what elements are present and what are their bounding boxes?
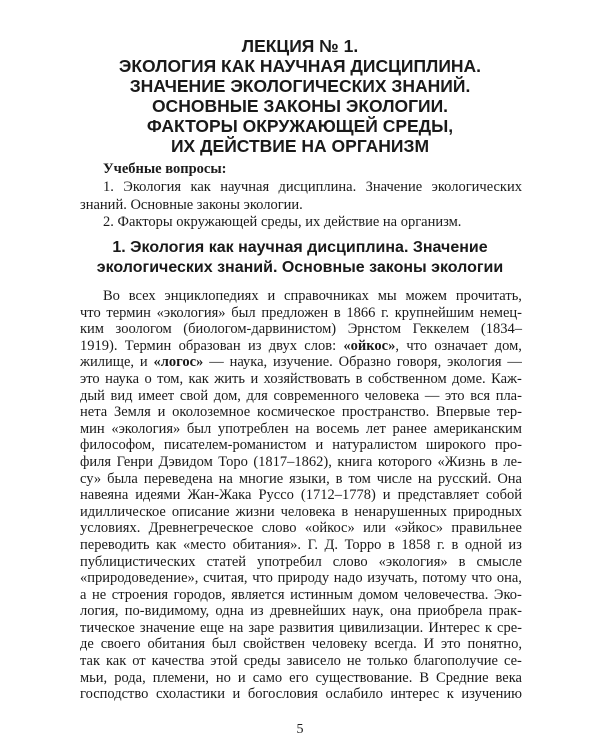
word: как xyxy=(156,536,177,553)
word: зависело xyxy=(286,653,341,670)
word: среды xyxy=(243,653,281,670)
word: благополучие xyxy=(413,653,498,670)
word: развития xyxy=(279,619,335,636)
word: истинным xyxy=(290,586,353,603)
word: но xyxy=(215,669,231,686)
word: слово xyxy=(332,553,368,570)
word: логия, xyxy=(80,603,119,620)
word: употреблен xyxy=(217,420,289,437)
word: Интерес xyxy=(428,619,480,636)
body-line xyxy=(80,653,522,670)
word: двух xyxy=(268,337,297,354)
word: как xyxy=(188,370,209,387)
word: была xyxy=(107,470,138,487)
word: был xyxy=(186,420,212,437)
word: изучать, xyxy=(367,570,418,587)
word: и xyxy=(315,437,324,454)
word: прочитать, xyxy=(455,288,522,304)
word: переводить xyxy=(80,536,150,553)
word: человечества. xyxy=(403,586,489,603)
word: ненарушенных xyxy=(354,503,448,520)
word: — xyxy=(507,354,522,371)
word: считая, xyxy=(203,570,248,587)
word: к xyxy=(484,619,492,636)
word: ранее xyxy=(392,420,427,437)
title-line: ЗНАЧЕНИЕ ЭКОЛОГИЧЕСКИХ ЗНАНИЙ. xyxy=(129,76,471,96)
word: 1919). xyxy=(80,337,118,354)
word: заре xyxy=(248,619,275,636)
word: употребил xyxy=(257,553,322,570)
word: широкого xyxy=(426,437,486,454)
word: «природоведение», xyxy=(80,570,199,587)
word: «место xyxy=(183,536,227,553)
word: в xyxy=(451,536,459,553)
word: немец- xyxy=(479,304,522,321)
word: американским xyxy=(433,420,522,437)
body-line xyxy=(80,338,522,355)
word: природу xyxy=(277,570,330,587)
word: в xyxy=(341,503,349,520)
word: г. xyxy=(436,536,445,553)
word: обитания». xyxy=(232,536,302,553)
word: Впервые xyxy=(436,404,491,421)
lecture-title xyxy=(0,36,600,156)
word: так xyxy=(80,653,100,670)
word: в xyxy=(491,453,498,470)
word: русский. xyxy=(438,470,492,487)
word: изучению xyxy=(461,686,522,703)
section-heading xyxy=(0,238,600,278)
word: что xyxy=(252,570,273,587)
word: древнейших xyxy=(269,603,346,620)
word: энциклопедиях xyxy=(164,288,259,304)
word: Генри xyxy=(116,453,154,470)
word: это xyxy=(444,387,465,404)
word: «экология» xyxy=(156,304,226,321)
questions-list xyxy=(80,179,522,232)
word: «эйкос» xyxy=(394,520,444,537)
word: Средние xyxy=(436,669,489,686)
body-line xyxy=(80,371,522,388)
word: и xyxy=(250,370,259,387)
word: на xyxy=(295,420,310,437)
word: 1858 xyxy=(401,536,431,553)
body-line xyxy=(80,620,522,637)
word: Жан-Жака xyxy=(187,487,252,504)
word: от xyxy=(132,653,146,670)
word: рода, xyxy=(114,669,146,686)
word: том xyxy=(348,470,371,487)
word: описание xyxy=(171,503,230,520)
word: вся xyxy=(470,387,491,404)
word: (1712–1778) xyxy=(300,487,376,504)
word: схоластики xyxy=(155,686,225,703)
word: является xyxy=(231,586,285,603)
word: или xyxy=(363,520,386,537)
word: тер- xyxy=(497,404,522,421)
body-line xyxy=(80,388,522,405)
body-line xyxy=(80,686,522,703)
word: Древнегреческое xyxy=(148,520,254,537)
word: сре- xyxy=(497,619,522,636)
word: по-видимому, xyxy=(124,603,210,620)
word: про- xyxy=(494,437,522,454)
section-heading-line: 1. Экология как научная дисциплина. Значение xyxy=(112,239,488,256)
word: не xyxy=(92,586,107,603)
word: в xyxy=(387,536,395,553)
word: тическое xyxy=(80,619,135,636)
word: — xyxy=(424,387,440,404)
word: Она xyxy=(497,470,522,487)
word: на xyxy=(417,470,433,487)
word: (1834– xyxy=(480,321,522,338)
word: нета xyxy=(80,404,108,421)
word: де xyxy=(80,636,94,653)
word: был xyxy=(211,636,237,653)
word: потому xyxy=(422,570,467,587)
word: В xyxy=(419,669,430,686)
word: говоря, xyxy=(396,354,442,371)
title-line: ЛЕКЦИЯ № 1. xyxy=(241,36,359,56)
word: пла- xyxy=(495,387,522,404)
word: Эрнстом xyxy=(347,321,402,338)
word: «ойкос» xyxy=(304,520,355,537)
word: собственном xyxy=(367,370,447,387)
word: означает xyxy=(434,337,488,354)
word: навеяна xyxy=(80,487,129,504)
word: изучение. xyxy=(273,354,333,371)
word: обитания xyxy=(147,636,205,653)
word: хозяйствовать xyxy=(263,370,351,387)
word: книга xyxy=(337,453,373,470)
body-line xyxy=(80,504,522,521)
body-line xyxy=(80,636,522,653)
body-line xyxy=(80,321,522,338)
word: мин xyxy=(80,420,105,437)
word: околоземное xyxy=(172,404,251,421)
word: термин xyxy=(106,304,151,321)
word: дом, xyxy=(494,337,522,354)
word: экология xyxy=(447,354,502,371)
word: и xyxy=(232,686,241,703)
word: свой xyxy=(179,387,209,404)
word: племени, xyxy=(152,669,209,686)
word: правильнее xyxy=(451,520,522,537)
word: (1817–1862), xyxy=(253,453,332,470)
word: из xyxy=(247,337,262,354)
word: всегда. xyxy=(374,636,417,653)
word: образован xyxy=(178,337,241,354)
word: предложен xyxy=(261,304,329,321)
word: мьи, xyxy=(80,669,108,686)
word: только xyxy=(367,653,408,670)
word: можем xyxy=(405,288,447,304)
word: на xyxy=(229,619,244,636)
word: (биологом-дарвинистом) xyxy=(183,321,337,338)
word: Дэвидом xyxy=(158,453,213,470)
word: ослабило xyxy=(325,686,383,703)
body-line xyxy=(80,305,522,322)
word: одна xyxy=(215,603,244,620)
word: лет xyxy=(365,420,386,437)
word: Во xyxy=(103,288,120,304)
word: Эко- xyxy=(493,586,522,603)
word: природных xyxy=(453,503,522,520)
word: о xyxy=(144,370,152,387)
word: «Жизнь xyxy=(437,453,486,470)
page-number: 5 xyxy=(296,722,304,737)
word: писателем-романистом xyxy=(163,437,307,454)
word: крупнейшим xyxy=(394,304,474,321)
word: слов: xyxy=(304,337,337,354)
word: Руссо xyxy=(258,487,294,504)
body-line xyxy=(80,354,522,371)
word: своего xyxy=(100,636,141,653)
word: из xyxy=(508,536,522,553)
word: доме. xyxy=(452,370,486,387)
title-line: ОСНОВНЫЕ ЗАКОНЫ ЭКОЛОГИИ. xyxy=(151,96,449,116)
word: а xyxy=(80,586,87,603)
body-line xyxy=(80,520,522,537)
word: человека xyxy=(364,387,420,404)
word: собой xyxy=(485,487,522,504)
word: качества xyxy=(151,653,205,670)
word: ле- xyxy=(503,453,522,470)
word: это xyxy=(441,636,461,653)
word: Каж- xyxy=(491,370,522,387)
word: и xyxy=(267,288,276,304)
title-line: ФАКТОРЫ ОКРУЖАЮЩЕЙ СРЕДЫ, xyxy=(146,116,454,136)
word: философом, xyxy=(80,437,155,454)
word: Образно xyxy=(338,354,391,371)
word: Торо xyxy=(218,453,248,470)
word: домом xyxy=(358,586,399,603)
word: справочниках xyxy=(284,288,369,304)
word: восемь xyxy=(316,420,360,437)
question-1-line-2: знаний. Основные законы экологии. xyxy=(80,196,303,213)
word: к xyxy=(446,686,454,703)
word: Земля xyxy=(113,404,151,421)
word: господство xyxy=(80,686,149,703)
word: «экология» xyxy=(378,553,448,570)
word: не xyxy=(346,653,362,670)
word: Термин xyxy=(124,337,172,354)
word: и xyxy=(237,669,246,686)
word: И xyxy=(423,636,435,653)
word: его xyxy=(289,669,309,686)
word: человеку xyxy=(311,636,368,653)
word: Геккелем xyxy=(412,321,470,338)
word: наука xyxy=(105,370,140,387)
title-line: ИХ ДЕЙСТВИЕ НА ОРГАНИЗМ xyxy=(170,136,430,156)
section-heading-line: экологических знаний. Основные законы экологии xyxy=(96,259,504,276)
word: 1866 xyxy=(346,304,376,321)
word: космическое xyxy=(257,404,336,421)
word: натуралистом xyxy=(332,437,418,454)
body-line xyxy=(80,288,522,305)
word: том, xyxy=(157,370,184,387)
word: и xyxy=(157,404,166,421)
word: само xyxy=(252,669,283,686)
word: это xyxy=(80,370,100,387)
word: слово xyxy=(261,520,297,537)
word: статей xyxy=(206,553,247,570)
word: се- xyxy=(503,653,522,670)
word: в xyxy=(355,370,363,387)
word: в xyxy=(458,553,466,570)
word: этой xyxy=(210,653,238,670)
question-2: 2. Факторы окружающей среды, их действие на организм. xyxy=(103,214,462,230)
word: в xyxy=(333,304,341,321)
word: жилище, xyxy=(80,354,134,371)
word: зоологом xyxy=(115,321,172,338)
word: дый xyxy=(80,387,105,404)
word: в xyxy=(335,470,343,487)
word: дом, xyxy=(213,387,241,404)
word: она xyxy=(389,603,412,620)
word: языки, xyxy=(289,470,330,487)
word: одной xyxy=(464,536,502,553)
word: всех xyxy=(128,288,156,304)
word: наука, xyxy=(229,354,268,371)
word: человека xyxy=(280,503,336,520)
body-line xyxy=(80,404,522,421)
word: мы xyxy=(377,288,397,304)
word: для xyxy=(246,387,268,404)
word: интерес xyxy=(390,686,440,703)
word: надо xyxy=(333,570,363,587)
word: пространство. xyxy=(341,404,430,421)
word: условиях. xyxy=(80,520,141,537)
word: и xyxy=(139,354,148,371)
word: «ойкос», xyxy=(343,337,399,354)
word: цивилизации. xyxy=(339,619,424,636)
word: филя xyxy=(80,453,112,470)
word: был xyxy=(231,304,256,321)
word: века xyxy=(495,669,522,686)
word: «логос» xyxy=(153,354,204,371)
body-line xyxy=(80,537,522,554)
word: жить xyxy=(214,370,246,387)
word: идиллическое xyxy=(80,503,166,520)
word: как xyxy=(105,653,127,670)
word: строения xyxy=(111,586,169,603)
word: вид xyxy=(110,387,133,404)
word: еще xyxy=(199,619,224,636)
word: имеет xyxy=(138,387,175,404)
word: она, xyxy=(496,570,522,587)
word: свойствен xyxy=(243,636,306,653)
word: ким xyxy=(80,321,104,338)
word: «экология» xyxy=(111,420,181,437)
body-line xyxy=(80,603,522,620)
word: приобрела xyxy=(417,603,483,620)
word: — xyxy=(209,354,224,371)
word: г. xyxy=(381,304,390,321)
word: современного xyxy=(273,387,359,404)
word: многие xyxy=(238,470,284,487)
word: переведена xyxy=(143,470,213,487)
word: наук, xyxy=(352,603,384,620)
word: что xyxy=(80,304,101,321)
word: богословия xyxy=(247,686,318,703)
word: жизни xyxy=(235,503,275,520)
word: городов, xyxy=(173,586,226,603)
body-line xyxy=(80,454,522,471)
word: что xyxy=(406,337,428,354)
word: су» xyxy=(80,470,102,487)
body-line xyxy=(80,487,522,504)
title-line: ЭКОЛОГИЯ КАК НАУЧНАЯ ДИСЦИПЛИНА. xyxy=(118,56,482,76)
word: и xyxy=(382,487,391,504)
body-line xyxy=(80,471,522,488)
word: значение xyxy=(139,619,195,636)
body-line xyxy=(80,437,522,454)
word: которого xyxy=(377,453,432,470)
word: представляет xyxy=(397,487,479,504)
questions-heading: Учебные вопросы: xyxy=(103,161,227,177)
word: из xyxy=(250,603,264,620)
word: Д. xyxy=(324,536,339,553)
word: Г. xyxy=(307,536,318,553)
word: Торро xyxy=(344,536,382,553)
body-line xyxy=(80,554,522,571)
word: понятно, xyxy=(467,636,522,653)
body-line xyxy=(80,570,522,587)
word: идеями xyxy=(135,487,181,504)
word: смысле xyxy=(476,553,522,570)
body-line xyxy=(80,670,522,687)
body-line xyxy=(80,587,522,604)
word: публицистических xyxy=(80,553,196,570)
word: существование. xyxy=(315,669,413,686)
word: числе xyxy=(376,470,412,487)
body-line xyxy=(80,421,522,438)
word: прак- xyxy=(488,603,522,620)
word: на xyxy=(218,470,233,487)
word: что xyxy=(471,570,493,587)
question-1-line-1: 1. Экология как научная дисциплина. Значение экологических xyxy=(103,179,522,195)
body-text xyxy=(80,288,522,703)
